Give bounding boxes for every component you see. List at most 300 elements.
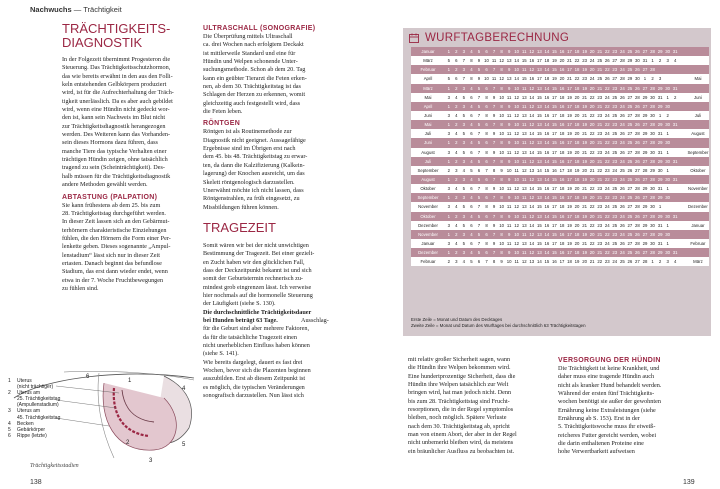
calendar-day: 27 xyxy=(642,103,648,109)
calendar-day: 25 xyxy=(627,250,633,256)
text-line: Die Trächtigkeit ist keine Krankheit, und xyxy=(558,365,660,372)
calendar-day: 15 xyxy=(521,76,527,82)
calendar-day xyxy=(671,150,679,155)
calendar-title-bar xyxy=(403,28,711,48)
calendar-day: 6 xyxy=(470,204,473,210)
calendar-day: 28 xyxy=(635,186,640,192)
calendar-day: 23 xyxy=(597,113,603,119)
calendar-day: 23 xyxy=(612,140,618,146)
calendar-day: 4 xyxy=(470,49,473,55)
calendar-day: 21 xyxy=(597,140,603,146)
calendar-day: 23 xyxy=(582,58,587,64)
calendar-day: 16 xyxy=(559,158,565,164)
calendar-day: 26 xyxy=(619,186,625,192)
text-line: nicht unerheblichen Einfluss haben können xyxy=(203,342,310,349)
calendar-day: 5 xyxy=(447,76,450,82)
calendar-day: 17 xyxy=(559,167,565,173)
calendar-day: 22 xyxy=(589,149,595,155)
calendar-day: 26 xyxy=(635,67,640,73)
calendar-day: 12 xyxy=(529,213,535,219)
calendar-day: 11 xyxy=(522,67,527,73)
calendar-day: 4 xyxy=(470,250,473,256)
calendar-day: 16 xyxy=(552,259,557,265)
calendar-day: 18 xyxy=(544,58,550,64)
calendar-table xyxy=(411,47,709,266)
calendar-day: 12 xyxy=(529,177,535,183)
calendar-day: 18 xyxy=(574,140,580,146)
calendar-day: 22 xyxy=(604,177,610,183)
calendar-day: 8 xyxy=(500,195,503,201)
calendar-day: 30 xyxy=(650,131,655,137)
calendar-day: 9 xyxy=(507,49,511,55)
calendar-day: 13 xyxy=(536,122,542,128)
calendar-day: 7 xyxy=(492,85,496,91)
calendar-day: 2 xyxy=(658,259,662,265)
text-line: tigkeit unerlässlich. Da es aber auch gebildet xyxy=(62,97,173,105)
calendar-day: 11 xyxy=(506,131,512,137)
calendar-day: 4 xyxy=(470,231,473,237)
calendar-day: 9 xyxy=(500,167,503,173)
calendar-day: 20 xyxy=(574,131,580,137)
calendar-day: 26 xyxy=(627,167,633,173)
calendar-day: 10 xyxy=(506,259,512,265)
calendar-day: 31 xyxy=(672,250,678,256)
calendar-day: 10 xyxy=(499,222,504,228)
calendar-days xyxy=(445,131,681,136)
calendar-day: 27 xyxy=(635,167,640,173)
calendar-day: 19 xyxy=(567,149,572,155)
calendar-day: 13 xyxy=(536,177,542,183)
calendar-day: 15 xyxy=(552,103,557,109)
calendar-day: 15 xyxy=(536,94,542,100)
calendar-day: 23 xyxy=(612,250,618,256)
calendar-day xyxy=(656,67,664,72)
calendar-day: 1 xyxy=(651,58,654,64)
calendar-day: 16 xyxy=(559,213,565,219)
text-line: 5. Trächtigkeitswoche muss ihr eiweiß- xyxy=(558,423,656,431)
calendar-day: 20 xyxy=(574,186,580,192)
calendar-day: 8 xyxy=(485,131,488,137)
calendar-day: 7 xyxy=(477,186,481,192)
calendar-month: März xyxy=(423,85,433,91)
calendar-day: 12 xyxy=(514,94,520,100)
calendar-day: 3 xyxy=(455,259,458,265)
calendar-day: 29 xyxy=(657,195,663,201)
calendar-day: 8 xyxy=(500,158,503,164)
calendar-day: 19 xyxy=(552,76,557,82)
calendar-day: 5 xyxy=(477,67,481,73)
calendar-day: 1 xyxy=(447,231,450,237)
calendar-month: April xyxy=(423,103,433,109)
legend-number: 5 xyxy=(8,426,11,433)
calendar-day: 24 xyxy=(612,167,618,173)
calendar-day: 4 xyxy=(455,222,458,228)
calendar-day: 8 xyxy=(485,149,488,155)
calendar-month: November xyxy=(418,231,438,237)
calendar-day: 30 xyxy=(665,122,671,128)
calendar-month-right: Februar xyxy=(690,241,706,247)
calendar-day: 9 xyxy=(492,186,496,192)
calendar-day: 31 xyxy=(672,158,678,164)
calendar-day: 27 xyxy=(627,186,633,192)
calendar-day: 6 xyxy=(455,76,458,82)
calendar-month: Mai xyxy=(424,94,432,100)
calendar-day: 31 xyxy=(657,94,663,100)
calendar-day xyxy=(664,204,672,209)
calendar-month: November xyxy=(418,204,438,210)
calendar-day: 13 xyxy=(536,85,542,91)
calendar-row xyxy=(411,212,709,221)
calendar-day: 22 xyxy=(574,58,580,64)
calendar-day: 19 xyxy=(552,58,557,64)
calendar-day: 28 xyxy=(619,76,625,82)
column-1 xyxy=(62,22,193,293)
calendar-day: 23 xyxy=(597,94,603,100)
calendar-day: 20 xyxy=(589,213,595,219)
calendar-day: 10 xyxy=(514,122,520,128)
calendar-day: 23 xyxy=(604,167,610,173)
calendar-day: 11 xyxy=(522,213,527,219)
calendar-day xyxy=(671,232,679,237)
calendar-day: 6 xyxy=(470,113,473,119)
calendar-day: 9 xyxy=(492,222,496,228)
calendar-day: 4 xyxy=(462,167,466,173)
calendar-day: 24 xyxy=(612,259,618,265)
calendar-day: 1 xyxy=(447,195,450,201)
calendar-day: 2 xyxy=(658,58,662,64)
calendar-month: Mai xyxy=(424,122,432,128)
calendar-day: 10 xyxy=(506,167,512,173)
legend-row xyxy=(8,433,60,439)
calendar-day: 12 xyxy=(529,103,535,109)
calendar-day: 16 xyxy=(552,167,557,173)
calendar-day: 15 xyxy=(536,204,542,210)
paragraph-abtastung xyxy=(62,202,193,294)
calendar-note-1: Erste Zeile = Monat und Datum des Decktages xyxy=(411,317,503,322)
legend-text: Becken xyxy=(17,420,34,427)
text-line: tragend zu sein (Scheinträchtigkeit). Des- xyxy=(62,164,165,172)
calendar-day: 25 xyxy=(612,222,618,228)
calendar-day: 28 xyxy=(635,204,640,210)
calendar-day: 29 xyxy=(657,103,663,109)
calendar-day: 7 xyxy=(485,259,488,265)
calendar-day: 20 xyxy=(582,167,587,173)
calendar-day: 6 xyxy=(485,140,488,146)
calendar-day: 11 xyxy=(522,103,527,109)
calendar-day: 21 xyxy=(597,250,603,256)
calendar-day: 7 xyxy=(477,222,481,228)
calendar-day: 14 xyxy=(529,149,535,155)
calendar-day: 26 xyxy=(635,158,640,164)
calendar-day: 13 xyxy=(521,131,527,137)
calendar-day: 13 xyxy=(529,167,535,173)
calendar-day: 3 xyxy=(447,241,450,247)
calendar-day: 4 xyxy=(673,58,677,64)
calendar-day: 8 xyxy=(500,49,503,55)
calendar-row xyxy=(411,157,709,166)
calendar-days xyxy=(445,95,681,100)
calendar-day: 27 xyxy=(627,131,633,137)
wurftag-calendar xyxy=(403,28,711,336)
calendar-day: 14 xyxy=(544,250,550,256)
calendar-day: 24 xyxy=(604,94,610,100)
calendar-day: 16 xyxy=(559,85,565,91)
calendar-day: 27 xyxy=(612,58,618,64)
text-line: das wie bereits erwähnt in den aus den Folli- xyxy=(62,72,173,80)
calendar-day: 31 xyxy=(672,85,678,91)
calendar-days xyxy=(445,195,681,200)
calendar-day: 5 xyxy=(477,213,481,219)
calendar-day: 21 xyxy=(597,231,603,237)
calendar-day: 16 xyxy=(544,186,550,192)
calendar-month-right: März xyxy=(693,259,703,265)
calendar-day: 15 xyxy=(552,250,557,256)
calendar-day: 22 xyxy=(604,140,610,146)
calendar-day xyxy=(671,76,679,81)
page-number-right: 139 xyxy=(683,479,695,486)
calendar-day: 5 xyxy=(477,177,481,183)
calendar-day: 24 xyxy=(619,195,625,201)
calendar-day: 1 xyxy=(666,222,669,228)
calendar-day: 12 xyxy=(529,231,535,237)
calendar-day: 21 xyxy=(567,76,572,82)
calendar-day: 6 xyxy=(477,167,481,173)
calendar-day: 18 xyxy=(574,158,580,164)
legend-text: 25. Trächtigkeitstag xyxy=(17,396,61,403)
calendar-day: 26 xyxy=(635,250,640,256)
text-line: man von einem Abort, der aber in der Regel xyxy=(408,431,517,439)
calendar-day: 3 xyxy=(462,231,466,237)
calendar-day: 31 xyxy=(657,241,663,247)
calendar-day: 28 xyxy=(642,167,648,173)
running-header xyxy=(30,5,122,14)
calendar-day: 25 xyxy=(619,259,625,265)
calendar-day: 18 xyxy=(574,250,580,256)
calendar-icon xyxy=(409,33,419,43)
calendar-day: 7 xyxy=(477,94,481,100)
calendar-day: 9 xyxy=(507,250,511,256)
text-line: Missbildungen führen können. xyxy=(203,203,279,211)
calendar-day xyxy=(671,104,679,109)
calendar-day: 18 xyxy=(559,94,565,100)
text-line: sonografisch darzustellen. Nun lässt sich xyxy=(203,392,304,400)
calendar-day: 16 xyxy=(559,250,565,256)
calendar-day: 12 xyxy=(529,49,535,55)
calendar-day: 11 xyxy=(514,259,519,265)
calendar-day: 8 xyxy=(500,67,503,73)
calendar-day: 28 xyxy=(619,58,625,64)
calendar-day: 23 xyxy=(612,177,618,183)
calendar-day: 8 xyxy=(500,231,503,237)
legend-text: Uterus am xyxy=(17,408,41,415)
text-line: hohe Verwertbarkeit aufweisen xyxy=(558,448,635,456)
calendar-day: 20 xyxy=(574,113,580,119)
calendar-day: 14 xyxy=(544,158,550,164)
text-line: suchungsmethode. Schon ab dem 20. Tag xyxy=(203,66,306,74)
calendar-day: 12 xyxy=(521,167,527,173)
calendar-day: 18 xyxy=(559,204,565,210)
calendar-day: 20 xyxy=(574,222,580,228)
calendar-day: 20 xyxy=(559,58,565,64)
legend-text: (nicht trächtiger) xyxy=(17,384,54,391)
calendar-day: 18 xyxy=(574,213,580,219)
calendar-day: 7 xyxy=(477,149,481,155)
calendar-day: 28 xyxy=(650,231,655,237)
calendar-row xyxy=(411,93,709,102)
calendar-day: 16 xyxy=(544,94,550,100)
calendar-day: 24 xyxy=(604,131,610,137)
text-line: Ergebnisse sind im Übrigen erst nach xyxy=(203,145,296,153)
calendar-day: 15 xyxy=(536,131,542,137)
calendar-day: 27 xyxy=(642,213,648,219)
calendar-day: 9 xyxy=(492,94,496,100)
calendar-day: 31 xyxy=(672,122,678,128)
calendar-day: 1 xyxy=(666,186,669,192)
calendar-day: 15 xyxy=(552,195,557,201)
calendar-day: 1 xyxy=(447,103,450,109)
calendar-day: 1 xyxy=(447,85,450,91)
calendar-day: 1 xyxy=(643,76,647,82)
calendar-day: 21 xyxy=(589,167,595,173)
calendar-day: 11 xyxy=(506,113,512,119)
calendar-day: 9 xyxy=(507,103,511,109)
diagram-label-6: 6 xyxy=(86,374,90,380)
calendar-day: 20 xyxy=(559,76,565,82)
calendar-day: 4 xyxy=(455,186,458,192)
calendar-row xyxy=(411,239,709,248)
calendar-day: 3 xyxy=(666,58,669,64)
calendar-day: 6 xyxy=(477,259,481,265)
calendar-day: 30 xyxy=(665,140,671,146)
calendar-day: 20 xyxy=(589,49,595,55)
calendar-day: 30 xyxy=(650,149,655,155)
calendar-day: 3 xyxy=(447,94,450,100)
text-line: kann ein geübter Tierarzt die Feten erken- xyxy=(203,74,307,82)
calendar-day: 26 xyxy=(619,94,625,100)
calendar-month: Dezember xyxy=(418,250,438,256)
calendar-day: 19 xyxy=(582,122,587,128)
header-section: Trächtigkeit xyxy=(83,5,122,14)
calendar-row xyxy=(411,56,709,65)
calendar-day: 28 xyxy=(650,213,655,219)
calendar-days xyxy=(445,186,681,191)
calendar-day: 5 xyxy=(477,85,481,91)
calendar-day: 31 xyxy=(672,49,678,55)
column-3 xyxy=(408,356,546,456)
calendar-day: 3 xyxy=(447,222,450,228)
calendar-day: 26 xyxy=(635,231,640,237)
text-line: keln entstehenden Gelbkörpern produziert xyxy=(62,81,167,89)
text-line: Ernährung ab S. 153). Erst in der xyxy=(558,415,640,423)
calendar-day: 14 xyxy=(544,67,550,73)
calendar-month: Oktober xyxy=(420,186,436,192)
calendar-day: 2 xyxy=(455,158,458,164)
text-line: ist mittlerweile Standard und eine für xyxy=(203,49,296,57)
calendar-day: 28 xyxy=(635,222,640,228)
calendar-day: 31 xyxy=(642,58,648,64)
text-line: Skelett röntgenologisch darzustellen. xyxy=(203,178,295,186)
calendar-month: Februar xyxy=(420,67,436,73)
calendar-day: 14 xyxy=(544,122,550,128)
calendar-day: 27 xyxy=(642,195,648,201)
calendar-day: 29 xyxy=(642,222,648,228)
calendar-day: 21 xyxy=(582,131,587,137)
calendar-day: 12 xyxy=(514,131,520,137)
calendar-day: 12 xyxy=(514,186,520,192)
calendar-note-2: Zweite Zeile = Monat und Datum des Wurftages bei durchschnittlich 63 Trächtigkeitstagen xyxy=(411,323,586,328)
calendar-day xyxy=(671,140,679,145)
calendar-day: 25 xyxy=(627,195,633,201)
calendar-day: 12 xyxy=(529,67,535,73)
calendar-day: 24 xyxy=(619,103,625,109)
text-line: bis zum 28. Trächtigkeitstag sind Frucht- xyxy=(408,397,510,405)
calendar-day: 20 xyxy=(589,158,595,164)
calendar-day: 13 xyxy=(536,195,542,201)
calendar-day: 21 xyxy=(597,103,603,109)
calendar-day: 21 xyxy=(597,49,603,55)
calendar-day: 13 xyxy=(536,140,542,146)
calendar-row xyxy=(411,148,709,157)
calendar-day: 20 xyxy=(589,231,595,237)
calendar-day: 30 xyxy=(635,76,640,82)
calendar-day: 24 xyxy=(619,213,625,219)
calendar-day: 26 xyxy=(635,140,640,146)
calendar-day: 9 xyxy=(507,85,511,91)
calendar-row xyxy=(411,111,709,120)
calendar-day: 23 xyxy=(597,149,603,155)
calendar-day: 11 xyxy=(522,158,527,164)
diagram-legend xyxy=(8,378,60,439)
calendar-day: 13 xyxy=(536,158,542,164)
calendar-row xyxy=(411,138,709,147)
calendar-month-right: Mai xyxy=(694,76,702,82)
text-line: gleichzeitig auch festgestellt wird, dass xyxy=(203,99,301,107)
calendar-day: 13 xyxy=(536,213,542,219)
calendar-day: 19 xyxy=(582,49,587,55)
calendar-month: April xyxy=(423,76,433,82)
calendar-day: 26 xyxy=(635,213,640,219)
calendar-day: 29 xyxy=(657,140,663,146)
calendar-day: 9 xyxy=(507,231,511,237)
calendar-day: 11 xyxy=(514,167,519,173)
calendar-day: 22 xyxy=(589,113,595,119)
calendar-day: 19 xyxy=(582,177,587,183)
calendar-day: 23 xyxy=(612,103,618,109)
calendar-day: 22 xyxy=(604,158,610,164)
text-line: Während der ersten fünf Trächtigkeits- xyxy=(558,390,655,398)
subhead-abtastung: ABTASTUNG (PALPATION) xyxy=(62,193,158,201)
calendar-day: 8 xyxy=(485,186,488,192)
calendar-day: 7 xyxy=(492,158,496,164)
calendar-day: 18 xyxy=(559,241,565,247)
text-line: en Zucht haben wir den glücklichen Fall, xyxy=(203,258,305,266)
calendar-day: 22 xyxy=(597,259,603,265)
text-line: Schlagen der Herzen zu erkennen, womit xyxy=(203,91,306,99)
calendar-day: 7 xyxy=(477,204,481,210)
calendar-day: 8 xyxy=(500,213,503,219)
calendar-day: 27 xyxy=(642,177,648,183)
calendar-day: 10 xyxy=(499,204,504,210)
calendar-day: 21 xyxy=(597,158,603,164)
calendar-day: 1 xyxy=(666,131,669,137)
calendar-day: 9 xyxy=(492,131,496,137)
calendar-day: 26 xyxy=(619,222,625,228)
calendar-day: 10 xyxy=(484,58,489,64)
calendar-day: 2 xyxy=(455,67,458,73)
text-line: Hündin ihre Welpen tatsächlich zur Welt xyxy=(408,381,509,389)
calendar-month: Juni xyxy=(424,113,432,119)
text-line: Ausschlag- xyxy=(301,316,329,324)
